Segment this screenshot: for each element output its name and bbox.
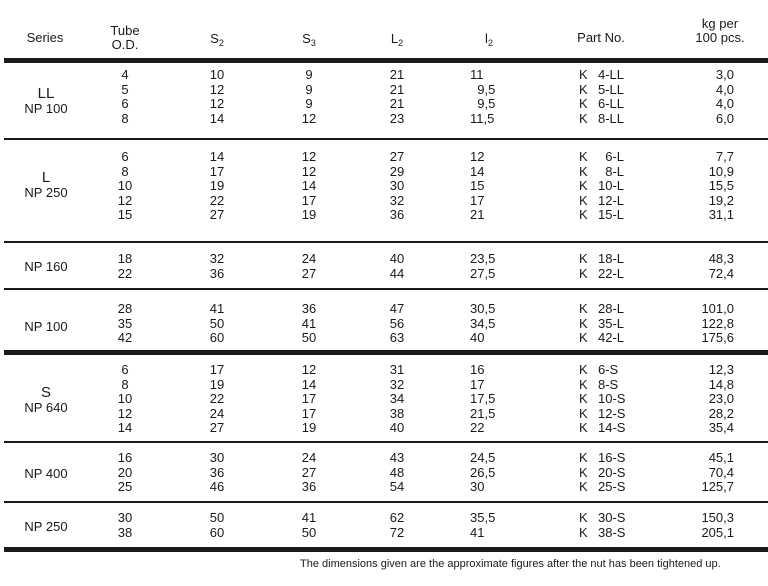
col-s3: 9 9 9 12 xyxy=(301,67,317,126)
col-s2: 50 60 xyxy=(209,510,225,540)
divider xyxy=(4,441,768,443)
col-part-no: 16-S 20-S 25-S xyxy=(598,450,626,494)
series-label: LL NP 100 xyxy=(24,85,68,116)
col-part-no: 18-L 22-L xyxy=(598,251,625,281)
col-tube: 6 8 10 12 15 xyxy=(117,149,133,222)
series-label: NP 100 xyxy=(24,319,68,334)
divider-thick xyxy=(4,58,768,63)
series-label: NP 250 xyxy=(24,519,68,534)
col-kg: 12,3 14,8 23,0 28,2 35,4 xyxy=(708,362,734,435)
col-tube: 18 22 xyxy=(117,251,133,281)
divider xyxy=(4,501,768,503)
divider-thick xyxy=(4,350,768,355)
col-i2: 11 9,5 9,5 11,5 xyxy=(470,67,496,126)
group-ll-np100 xyxy=(0,68,768,128)
col-s3: 12 14 17 17 19 xyxy=(301,362,317,435)
col-l2: 43 48 54 xyxy=(389,450,405,494)
header-s3: $S_3$ xyxy=(302,31,316,48)
col-s3: 24 27 36 xyxy=(301,450,317,494)
col-kg: 150,3 205,1 xyxy=(701,510,734,540)
col-part-prefix: K K xyxy=(579,510,588,540)
col-s2: 17 19 22 24 27 xyxy=(209,362,225,435)
col-tube: 4 5 6 8 xyxy=(121,67,129,126)
series-label: NP 160 xyxy=(24,259,68,274)
col-s3: 36 41 50 xyxy=(301,301,317,345)
header-s2: $S_2$ xyxy=(210,31,224,48)
col-i2: 24,5 26,5 30 xyxy=(470,450,496,494)
col-s2: 14 17 19 22 27 xyxy=(209,149,225,222)
col-part-no: 30-S 38-S xyxy=(598,510,626,540)
col-i2: 16 17 17,5 21,5 22 xyxy=(470,362,496,435)
col-l2: 31 32 34 38 40 xyxy=(389,362,405,435)
header-i2: $l_2$ xyxy=(485,31,493,48)
group-np250 xyxy=(0,511,768,541)
col-part-no: 4-LL 5-LL 6-LL 8-LL xyxy=(598,67,625,126)
group-s-np640 xyxy=(0,363,768,438)
col-part-prefix: K K K K xyxy=(579,67,588,126)
group-np400 xyxy=(0,451,768,496)
col-s2: 10 12 12 14 xyxy=(209,67,225,126)
col-s3: 41 50 xyxy=(301,510,317,540)
col-i2: 12 14 15 17 21 xyxy=(470,149,485,222)
col-kg: 101,0 122,8 175,6 xyxy=(701,301,734,345)
divider-thick xyxy=(4,547,768,552)
header-tube-od: Tube O.D. xyxy=(110,23,140,52)
divider xyxy=(4,288,768,290)
col-l2: 62 72 xyxy=(389,510,405,540)
header-kg-per-100: kg per 100 pcs. xyxy=(695,16,745,45)
col-part-prefix: K K K xyxy=(579,450,588,494)
col-tube: 30 38 xyxy=(117,510,133,540)
col-s3: 12 12 14 17 19 xyxy=(301,149,317,222)
col-part-prefix: K K xyxy=(579,251,588,281)
col-part-prefix: K K K K K xyxy=(579,362,588,435)
col-kg: 48,3 72,4 xyxy=(708,251,734,281)
col-part-no: 6-S 8-S 10-S 12-S 14-S xyxy=(598,362,626,435)
col-tube: 16 20 25 xyxy=(117,450,133,494)
col-s2: 30 36 46 xyxy=(209,450,225,494)
col-tube: 6 8 10 12 14 xyxy=(117,362,133,435)
series-label: L NP 250 xyxy=(24,169,68,200)
group-np160 xyxy=(0,252,768,282)
divider xyxy=(4,241,768,243)
col-s2: 32 36 xyxy=(209,251,225,281)
col-l2: 21 21 21 23 xyxy=(389,67,405,126)
col-part-prefix: K K K xyxy=(579,301,588,345)
col-tube: 28 35 42 xyxy=(117,301,133,345)
col-i2: 23,5 27,5 xyxy=(470,251,496,281)
col-i2: 30,5 34,5 40 xyxy=(470,301,496,345)
col-l2: 47 56 63 xyxy=(389,301,405,345)
divider xyxy=(4,138,768,140)
col-part-no: 28-L 35-L 42-L xyxy=(598,301,625,345)
header-part-no: Part No. xyxy=(577,30,625,45)
col-s3: 24 27 xyxy=(301,251,317,281)
series-label: S NP 640 xyxy=(24,384,68,415)
col-kg: 3,0 4,0 4,0 6,0 xyxy=(715,67,734,126)
col-part-prefix: K K K K K xyxy=(579,149,588,222)
col-kg: 7,7 10,9 15,5 19,2 31,1 xyxy=(708,149,734,222)
col-kg: 45,1 70,4 125,7 xyxy=(701,450,734,494)
header-series: Series xyxy=(26,30,64,45)
col-i2: 35,5 41 xyxy=(470,510,496,540)
group-l-np250 xyxy=(0,150,768,225)
footnote: The dimensions given are the approximate figures after the nut has been tightened up. xyxy=(300,558,721,570)
table-header xyxy=(0,0,768,58)
col-s2: 41 50 60 xyxy=(209,301,225,345)
col-l2: 27 29 30 32 36 xyxy=(389,149,405,222)
col-l2: 40 44 xyxy=(389,251,405,281)
col-part-no: 6-L 8-L 10-L 12-L 15-L xyxy=(598,149,625,222)
header-l2: $L_2$ xyxy=(390,31,404,48)
group-np100 xyxy=(0,302,768,347)
series-label: NP 400 xyxy=(24,466,68,481)
